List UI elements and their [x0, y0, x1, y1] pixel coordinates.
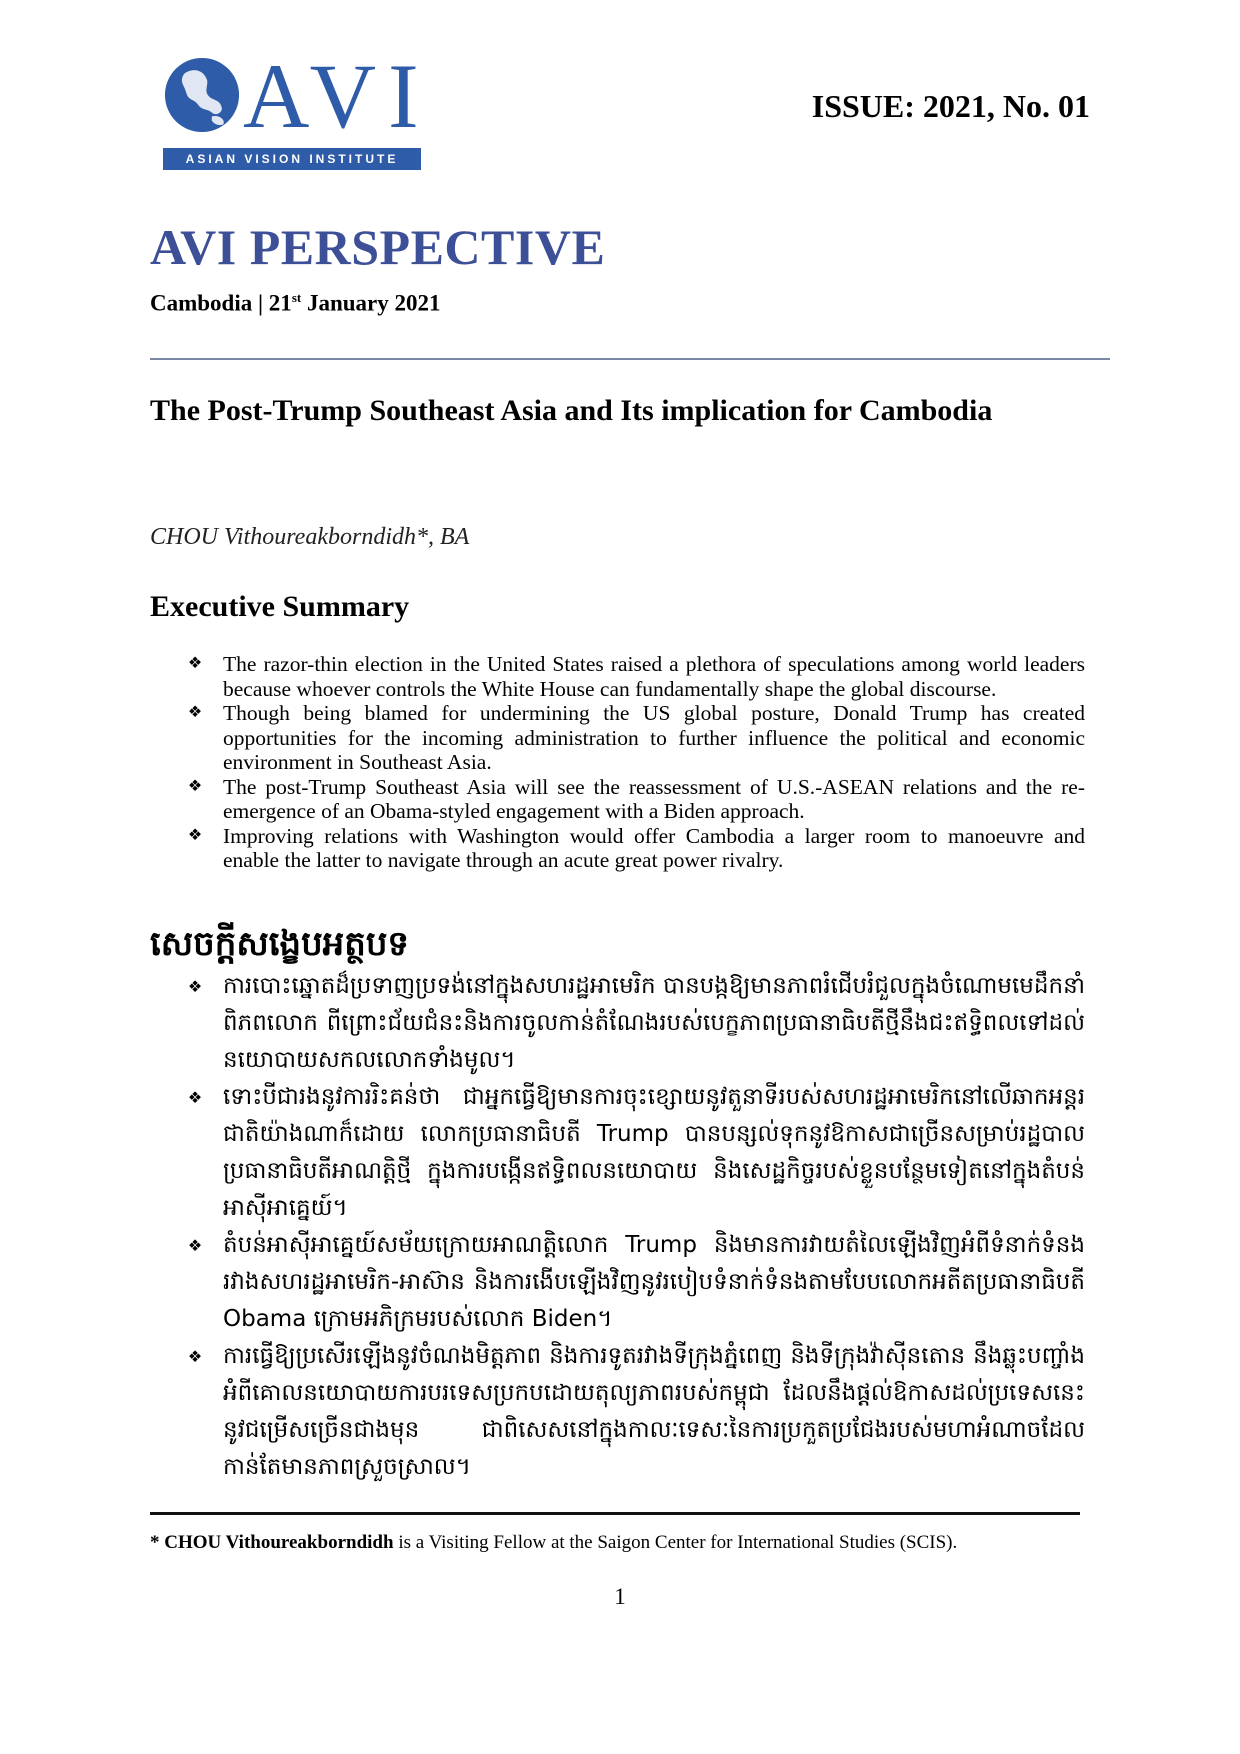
bullet-text: Though being blamed for undermining the US global posture, Donald Trump has created opportunities for the incoming administration to further influence the political and economic environment in Southeast Asia. [223, 701, 1085, 774]
executive-summary-list [185, 652, 1085, 873]
diamond-bullet-icon: ❖ [187, 655, 203, 672]
issue-label: ISSUE: 2021, No. 01 [811, 88, 1090, 124]
dateline-location: Cambodia | 21 [150, 290, 292, 316]
masthead-title: AVI PERSPECTIVE [150, 219, 606, 275]
list-item [185, 652, 1085, 701]
list-item [185, 775, 1085, 824]
diamond-bullet-icon: ❖ [187, 1088, 203, 1107]
bullet-text: The post-Trump Southeast Asia will see the reassessment of U.S.-ASEAN relations and the re-emergence of an Obama-styled engagement with a Biden approach. [223, 774, 1085, 823]
diamond-bullet-icon: ❖ [187, 777, 203, 795]
article-author: CHOU Vithoureakborndidh*, BA [150, 524, 470, 550]
globe-icon [163, 56, 241, 134]
footnote-marker: * [150, 1532, 165, 1553]
khmer-summary-list [185, 968, 1085, 1486]
dateline-ordinal: st [291, 290, 302, 305]
header-divider [150, 358, 1110, 360]
diamond-bullet-icon: ❖ [187, 826, 203, 844]
list-item [185, 1079, 1085, 1227]
logo-wordmark: AVI [243, 45, 431, 147]
khmer-summary-heading: សេចក្តីសង្ខេបអត្ថបទ [150, 924, 409, 964]
page-number: 1 [614, 1584, 626, 1609]
list-item [185, 824, 1085, 873]
bullet-text: តំបន់អាស៊ីអាគ្នេយ៍សម័យក្រោយអាណត្តិលោក Trump និងមានការវាយតំលៃឡើងវិញអំពីទំនាក់ទំនងរវាងសហរដ្ឋអាមេរិក-អាស៊ាន និងការងើបឡើងវិញនូវរបៀបទំនាក់ទំនងតាមបែបលោកអតីតប្រធានាធិបតី Obama ក្រោមអភិក្រមរបស់លោក Biden។ [223, 1232, 1085, 1332]
diamond-bullet-icon: ❖ [187, 704, 203, 721]
list-item [185, 968, 1085, 1079]
footnote-divider [150, 1512, 1080, 1515]
list-item [185, 701, 1085, 775]
diamond-bullet-icon: ❖ [187, 1347, 203, 1366]
dateline [150, 290, 441, 317]
footnote-name: CHOU Vithoureakborndidh [164, 1532, 394, 1553]
author-footnote [150, 1532, 957, 1554]
diamond-bullet-icon: ❖ [187, 977, 203, 996]
executive-summary-heading: Executive Summary [150, 590, 410, 623]
list-item [185, 1227, 1085, 1338]
bullet-text: Improving relations with Washington would offer Cambodia a larger room to manoeuvre and enable the latter to navigate through an acute great power rivalry. [223, 823, 1085, 872]
dateline-date: January 2021 [301, 290, 441, 316]
footnote-text: is a Visiting Fellow at the Saigon Center for International Studies (SCIS). [393, 1532, 958, 1553]
avi-logo [163, 45, 433, 170]
list-item [185, 1338, 1085, 1486]
article-title: The Post-Trump Southeast Asia and Its implication for Cambodia [150, 394, 993, 427]
bullet-text: The razor-thin election in the United States raised a plethora of speculations among world leaders because whoever controls the White House can fundamentally shape the global discourse. [223, 652, 1085, 701]
logo-tagline: ASIAN VISION INSTITUTE [163, 148, 421, 170]
bullet-text: ការធ្វើឱ្យប្រសើរឡើងនូវចំណងមិត្តភាព និងការទូតរវាងទីក្រុងភ្នំពេញ និងទីក្រុងវ៉ាស៊ីនតោន នឹងឆ្លុះបញ្ចាំងអំពីគោលនយោបាយការបរទេសប្រកបដោយតុល្យភាពរបស់កម្ពុជា ដែលនឹងផ្តល់ឱកាសដល់ប្រទេសនេះនូវជម្រើសច្រើនជាងមុន ជាពិសេសនៅក្នុងកាលៈទេសៈនៃការប្រកួតប្រជែងរបស់មហាអំណាចដែលកាន់តែមានភាពស្រួចស្រាល។ [223, 1343, 1085, 1480]
bullet-text: ការបោះឆ្នោតដ៏ប្រទាញប្រទង់នៅក្នុងសហរដ្ឋអាមេរិក បានបង្កឱ្យមានភាពរំជើបរំជួលក្នុងចំណោមមេដឹកនាំពិភពលោក ពីព្រោះជ័យជំនះនិងការចូលកាន់តំណែងរបស់បេក្ខភាពប្រធានាធិបតីថ្មីនឹងជះឥទ្ធិពលទៅដល់នយោបាយសកលលោកទាំងមូល។ [223, 973, 1085, 1073]
bullet-text: ទោះបីជារងនូវការរិះគន់ថា ជាអ្នកធ្វើឱ្យមានការចុះខ្សោយនូវតួនាទីរបស់សហរដ្ឋអាមេរិកនៅលើឆាកអន្តរជាតិយ៉ាងណាក៏ដោយ លោកប្រធានាធិបតី Trump បានបន្សល់ទុកនូវឱកាសជាច្រើនសម្រាប់រដ្ឋបាលប្រធានាធិបតីអាណត្តិថ្មី ក្នុងការបង្កើនឥទ្ធិពលនយោបាយ និងសេដ្ឋកិច្ចរបស់ខ្លួនបន្ថែមទៀតនៅក្នុងតំបន់អាស៊ីអាគ្នេយ៍។ [223, 1084, 1085, 1221]
diamond-bullet-icon: ❖ [187, 1236, 203, 1255]
